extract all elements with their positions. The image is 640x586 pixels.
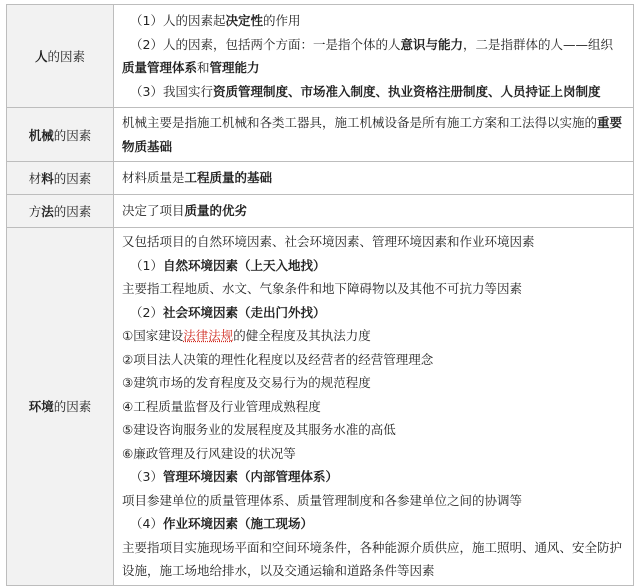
env-intro: 又包括项目的自然环境因素、社会环境因素、管理环境因素和作业环境因素 [122,234,535,249]
text: 和 [197,60,210,75]
text: 决定了项目 [122,203,185,219]
text: （2）人的因素，包括两个方面：一是指个体的人 [130,36,401,52]
label-text: 的因素 [53,204,92,219]
emphasis: 管理环境因素（内部管理体系） [162,469,338,484]
label-text: 的因素 [53,399,92,415]
text: （1）人的因素起 [130,13,226,28]
row-content-environment [114,228,634,586]
text: ①国家建设 [122,328,184,343]
text: （1） [130,257,163,273]
label-text: 的因素 [53,171,92,186]
label-text: 的因素 [47,49,86,64]
row-label-material [7,162,114,195]
env-social-item-2: ②项目法人决策的理性化程度以及经营者的经营管理理念 [122,351,434,367]
emphasis: 决定性 [225,13,263,28]
text: 材料质量是 [122,170,185,186]
spellcheck-marked-text: 法律法规 [183,328,234,343]
text: 的健全程度及其执法力度 [233,328,371,343]
env-heading-management [122,465,625,489]
material-text [122,166,625,190]
row-label-method [7,195,114,228]
row-content-machine [114,108,634,162]
row-content-people [114,5,634,108]
text: （2） [130,304,163,320]
machine-text [122,111,625,158]
method-text [122,199,625,223]
emphasis: 管理能力 [209,60,260,75]
emphasis: 自然环境因素（上天入地找） [162,257,326,273]
text: （3） [130,469,163,484]
label-text: 的因素 [53,127,92,143]
row-label-machine [7,108,114,162]
quality-factors-table [6,4,634,586]
env-heading-natural [122,254,625,278]
text: （3）我国实行 [130,83,213,99]
label-emphasis: 法 [41,204,54,219]
label-emphasis: 人 [34,49,48,64]
emphasis: 意识与能力 [400,36,463,52]
people-line-1 [122,9,625,33]
emphasis: 工程质量的基础 [184,170,273,186]
env-social-item-3: ③建筑市场的发育程度及交易行为的规范程度 [122,375,371,390]
table-row-material [7,162,634,195]
label-emphasis: 环境 [28,399,54,415]
table-row-method [7,195,634,228]
label-text: 材 [28,171,42,186]
people-line-2 [122,33,625,57]
emphasis: 重要物质基础 [122,115,623,154]
label-emphasis: 机械 [28,127,54,143]
emphasis: 质量的优劣 [184,203,248,219]
label-emphasis: 料 [41,171,54,186]
env-social-item-6: ⑥廉政管理及行风建设的状况等 [122,445,296,461]
people-line-4 [122,80,625,104]
env-natural-desc: 主要指工程地质、水文、气象条件和地下障碍物以及其他不可抗力等因素 [122,281,523,296]
row-content-material [114,162,634,195]
emphasis: 社会环境因素（走出门外找） [162,304,326,320]
emphasis: 作业环境因素（施工现场） [162,516,313,531]
env-work-desc: 主要指项目实施现场平面和空间环境条件，各种能源介质供应，施工照明、通风、安全防护设施，施工场地给排水，以及交通运输和道路条件等因素 [122,539,623,578]
row-label-people [7,5,114,108]
env-heading-social [122,301,625,325]
people-line-3 [122,56,625,80]
label-text: 方 [28,204,42,219]
emphasis: 质量管理体系 [122,60,198,75]
env-social-item-4: ④工程质量监督及行业管理成熟程度 [122,398,321,414]
env-social-item-1 [122,324,625,348]
env-management-desc: 项目参建单位的质量管理体系、质量管理制度和各参建单位之间的协调等 [122,492,523,508]
table-row-machine [7,108,634,162]
text: 的作用 [262,13,301,28]
text: ，二是指群体的人——组织 [462,36,613,52]
row-content-method [114,195,634,228]
text: （4） [130,516,163,531]
env-social-item-5: ⑤建设咨询服务业的发展程度及其服务水准的高低 [122,422,396,437]
emphasis: 资质管理制度、市场准入制度、执业资格注册制度、人员持证上岗制度 [212,83,601,99]
table-row-environment [7,228,634,586]
env-heading-work [122,512,625,536]
table-row-people [7,5,634,108]
text: 机械主要是指施工机械和各类工器具，施工机械设备是所有施工方案和工法得以实施的 [122,115,598,130]
row-label-environment [7,228,114,586]
